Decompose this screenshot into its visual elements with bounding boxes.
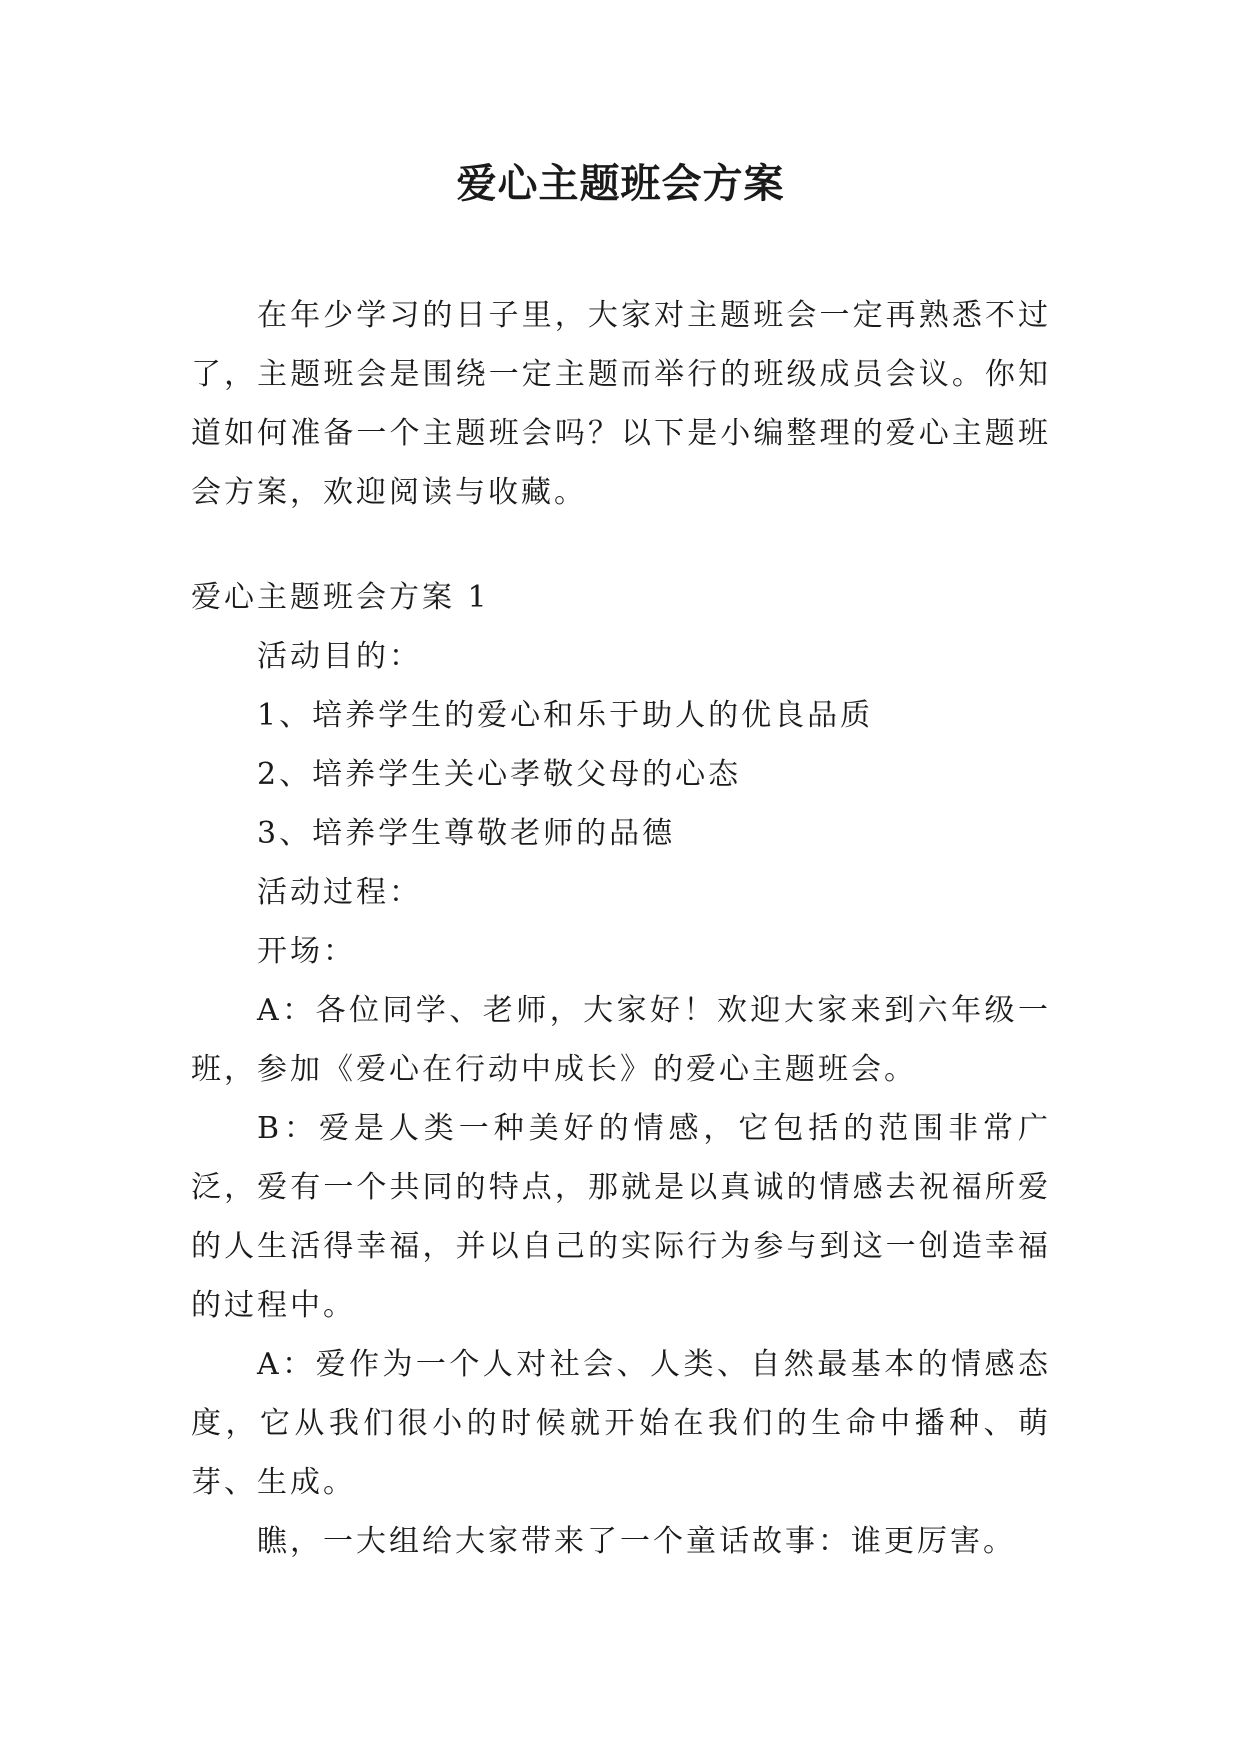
paragraph-story-intro: 瞧，一大组给大家带来了一个童话故事：谁更厉害。 [257,1524,1016,1559]
section-spacer [191,522,1051,568]
paragraph-opening-label: 开场： [257,934,356,969]
paragraph-purpose-2: 2、培养学生关心孝敬父母的心态 [257,757,742,792]
paragraph-host-a-2: A：爱作为一个人对社会、人类、自然最基本的情感态度，它从我们很小的时候就开始在我们的生命中播种、萌芽、生成。 [191,1347,1051,1500]
paragraph-purpose-label: 活动目的： [257,639,422,674]
paragraph-purpose-1: 1、培养学生的爱心和乐于助人的优良品质 [257,698,874,733]
page-title: 爱心主题班会方案 [456,160,785,207]
paragraph-host-a-1: A：各位同学、老师，大家好！欢迎大家来到六年级一班，参加《爱心在行动中成长》的爱心主题班会。 [191,993,1051,1087]
paragraph-purpose-3: 3、培养学生尊敬老师的品德 [257,816,676,851]
intro-paragraph: 在年少学习的日子里，大家对主题班会一定再熟悉不过了，主题班会是围绕一定主题而举行的班级成员会议。你知道如何准备一个主题班会吗？以下是小编整理的爱心主题班会方案，欢迎阅读与收藏。 [191,298,1051,510]
section-heading: 爱心主题班会方案 1 [191,580,490,615]
paragraph-process-label: 活动过程： [257,875,422,910]
document-body [191,286,1051,1571]
paragraph-host-b-1: B：爱是人类一种美好的情感，它包括的范围非常广泛，爱有一个共同的特点，那就是以真诚的情感去祝福所爱的人生活得幸福，并以自己的实际行为参与到这一创造幸福的过程中。 [191,1111,1051,1323]
